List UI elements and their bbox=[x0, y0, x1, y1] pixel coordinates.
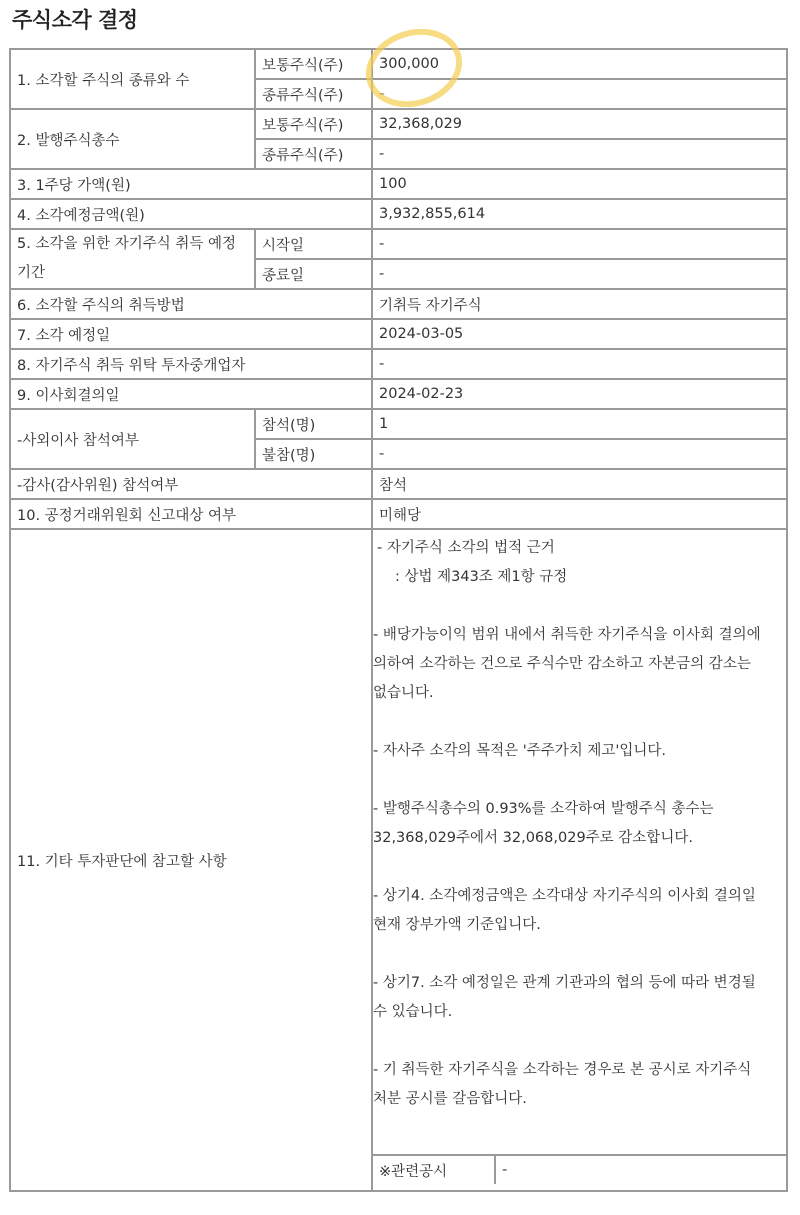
row-label: 3. 1주당 가액(원) bbox=[10, 169, 372, 199]
sub-label: 불참(명) bbox=[255, 439, 372, 469]
memo-line: 의하여 소각하는 건으로 주식수만 감소하고 자본금의 감소는 bbox=[373, 656, 751, 672]
value-cell: - bbox=[372, 259, 787, 289]
value-cell: 기취득 자기주식 bbox=[372, 289, 787, 319]
sub-label: 시작일 bbox=[255, 229, 372, 259]
memo-line: 현재 장부가액 기준입니다. bbox=[373, 917, 541, 933]
sub-label: 종료일 bbox=[255, 259, 372, 289]
memo-line: - 자기주식 소각의 법적 근거 bbox=[377, 540, 555, 556]
memo-line: - 기 취득한 자기주식을 소각하는 경우로 본 공시로 자기주식 bbox=[373, 1062, 752, 1078]
row-label: 11. 기타 투자판단에 참고할 사항 bbox=[10, 529, 372, 1191]
table-row bbox=[10, 169, 787, 199]
table-row bbox=[10, 529, 787, 1191]
row-label: 6. 소각할 주식의 취득방법 bbox=[10, 289, 372, 319]
table-row bbox=[10, 229, 787, 259]
memo-line: 32,368,029주에서 32,068,029주로 감소합니다. bbox=[373, 830, 693, 846]
value-cell: 3,932,855,614 bbox=[372, 199, 787, 229]
value-cell: 32,368,029 bbox=[372, 109, 787, 139]
memo-line: - 자사주 소각의 목적은 '주주가치 제고'입니다. bbox=[373, 743, 666, 759]
table-row bbox=[10, 349, 787, 379]
row-label: 4. 소각예정금액(원) bbox=[10, 199, 372, 229]
row-label: 9. 이사회결의일 bbox=[10, 379, 372, 409]
value-cell: 2024-02-23 bbox=[372, 379, 787, 409]
value-cell: - bbox=[372, 79, 787, 109]
memo-line: 수 있습니다. bbox=[373, 1004, 453, 1020]
memo-cell bbox=[372, 529, 787, 1191]
value-cell: - bbox=[372, 349, 787, 379]
table-row bbox=[10, 289, 787, 319]
page-title: 주식소각 결정 bbox=[12, 8, 138, 32]
value-cell: - bbox=[372, 439, 787, 469]
table-row bbox=[10, 409, 787, 439]
row-label: 8. 자기주식 취득 위탁 투자중개업자 bbox=[10, 349, 372, 379]
disclosure-table bbox=[9, 48, 788, 1192]
table-row bbox=[10, 499, 787, 529]
memo-line: : 상법 제343조 제1항 규정 bbox=[395, 569, 568, 585]
sub-label: 종류주식(주) bbox=[255, 139, 372, 169]
related-label: ※관련공시 bbox=[373, 1155, 495, 1184]
row-label: 10. 공정거래위원회 신고대상 여부 bbox=[10, 499, 372, 529]
memo-line: 없습니다. bbox=[373, 685, 434, 701]
table-row bbox=[10, 319, 787, 349]
value-cell: 참석 bbox=[372, 469, 787, 499]
row-label: 1. 소각할 주식의 종류와 수 bbox=[10, 49, 255, 109]
row-label: -사외이사 참석여부 bbox=[10, 409, 255, 469]
row-label: 7. 소각 예정일 bbox=[10, 319, 372, 349]
table-row bbox=[10, 109, 787, 139]
sub-label: 보통주식(주) bbox=[255, 109, 372, 139]
sub-label: 보통주식(주) bbox=[255, 49, 372, 79]
value-cell: 300,000 bbox=[372, 49, 787, 79]
value-cell: 미해당 bbox=[372, 499, 787, 529]
row-label: -감사(감사위원) 참석여부 bbox=[10, 469, 372, 499]
memo-line: - 발행주식총수의 0.93%를 소각하여 발행주식 총수는 bbox=[373, 801, 714, 817]
value-cell: 2024-03-05 bbox=[372, 319, 787, 349]
row-label: 2. 발행주식총수 bbox=[10, 109, 255, 169]
memo-line: - 상기7. 소각 예정일은 관계 기관과의 협의 등에 따라 변경될 bbox=[373, 975, 756, 991]
value-cell: 100 bbox=[372, 169, 787, 199]
memo-line: 처분 공시를 갈음합니다. bbox=[373, 1091, 527, 1107]
related-disclosure-table bbox=[373, 1154, 786, 1184]
table-row bbox=[10, 379, 787, 409]
table-row bbox=[10, 49, 787, 79]
sub-label: 종류주식(주) bbox=[255, 79, 372, 109]
memo-line: - 상기4. 소각예정금액은 소각대상 자기주식의 이사회 결의일 bbox=[373, 888, 756, 904]
table-row bbox=[10, 199, 787, 229]
sub-label: 참석(명) bbox=[255, 409, 372, 439]
memo-line: - 배당가능이익 범위 내에서 취득한 자기주식을 이사회 결의에 bbox=[373, 627, 761, 643]
related-value: - bbox=[495, 1155, 786, 1184]
value-cell: - bbox=[372, 229, 787, 259]
value-cell: - bbox=[372, 139, 787, 169]
row-label: 5. 소각을 위한 자기주식 취득 예정기간 bbox=[10, 229, 255, 289]
value-cell: 1 bbox=[372, 409, 787, 439]
table-row bbox=[10, 469, 787, 499]
